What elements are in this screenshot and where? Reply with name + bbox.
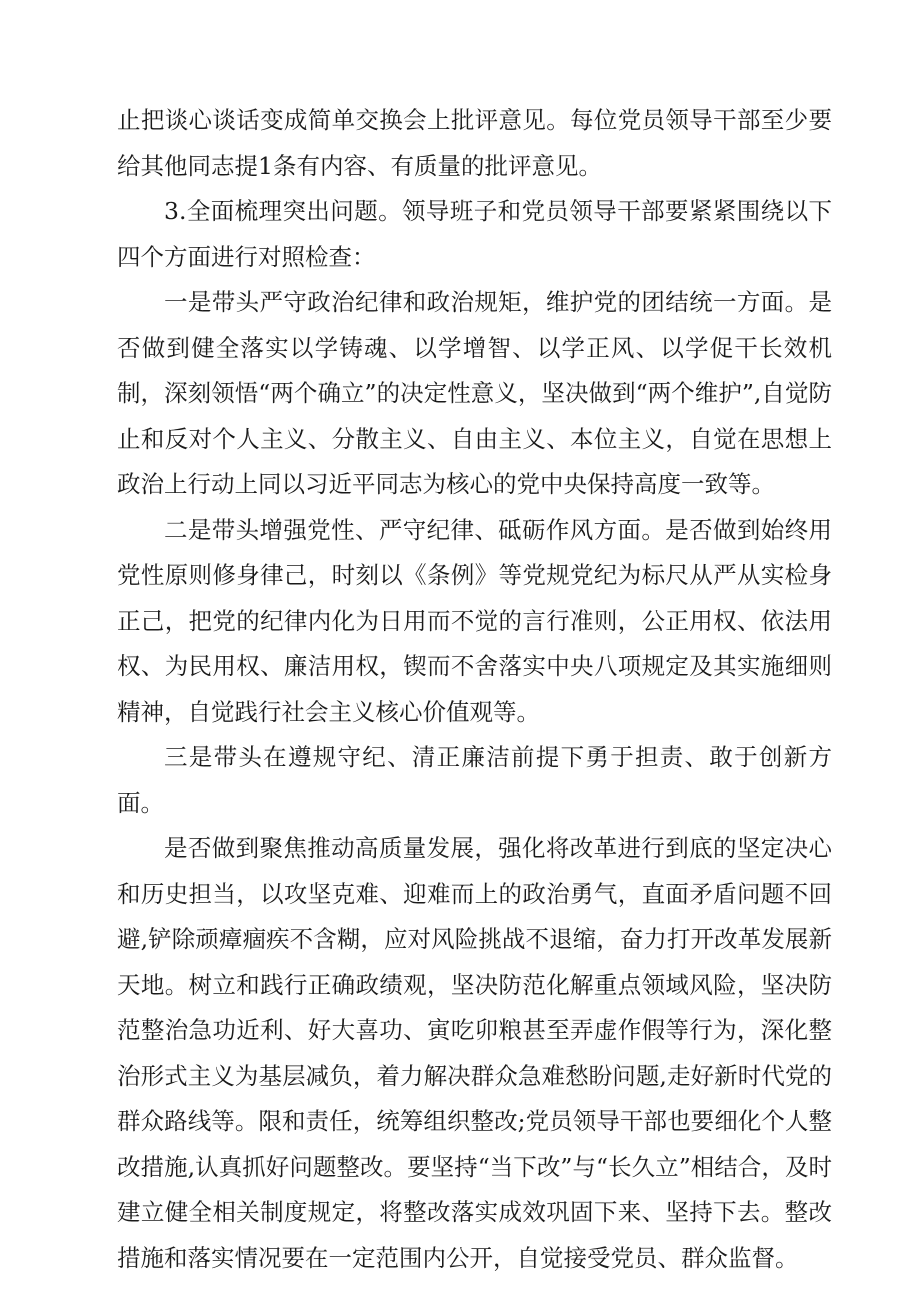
paragraph-5: 三是带头在遵规守纪、清正廉洁前提下勇于担责、敢于创新方面。 [117, 743, 832, 817]
paragraph-2: 3.全面梳理突出问题。领导班子和党员领导干部要紧紧围绕以下四个方面进行对照检查： [117, 197, 832, 271]
paragraph-4: 二是带头增强党性、严守纪律、砥砺作风方面。是否做到始终用党性原则修身律己，时刻以《条例》等党规党纪为标尺从严从实检身正己，把党的纪律内化为日用而不觉的言行准则，公正用权、依法用权、为民用权、廉洁用权，锲而不舍落实中央八项规定及其实施细则精神，自觉践行社会主义核心价值观等。 [117, 515, 832, 726]
document-body [117, 98, 832, 1281]
paragraph-3: 一是带头严守政治纪律和政治规矩，维护党的团结统一方面。是否做到健全落实以学铸魂、以学增智、以学正风、以学促干长效机制，深刻领悟“两个确立”的决定性意义，坚决做到“两个维护”,自觉防止和反对个人主义、分散主义、自由主义、本位主义，自觉在思想上政治上行动上同以习近平同志为核心的党中央保持高度一致等。 [117, 288, 832, 498]
paragraph-6: 是否做到聚焦推动高质量发展，强化将改革进行到底的坚定决心和历史担当，以攻坚克难、迎难而上的政治勇气，直面矛盾问题不回避,铲除顽瘴痼疾不含糊，应对风险挑战不退缩，奋力打开改革发展新天地。树立和践行正确政绩观，坚决防范化解重点领域风险，坚决防范整治急功近利、好大喜功、寅吃卯粮甚至弄虚作假等行为，深化整治形式主义为基层减负，着力解决群众急难愁盼问题,走好新时代党的群众路线等。限和责任，统筹组织整改;党员领导干部也要细化个人整改措施,认真抓好问题整改。要坚持“当下改”与“长久立”相结合，及时建立健全相关制度规定，将整改落实成效巩固下来、坚持下去。整改措施和落实情况要在一定范围内公开，自觉接受党员、群众监督。 [117, 834, 832, 1272]
paragraph-1: 止把谈心谈话变成简单交换会上批评意见。每位党员领导干部至少要给其他同志提1条有内容、有质量的批评意见。 [117, 106, 832, 180]
